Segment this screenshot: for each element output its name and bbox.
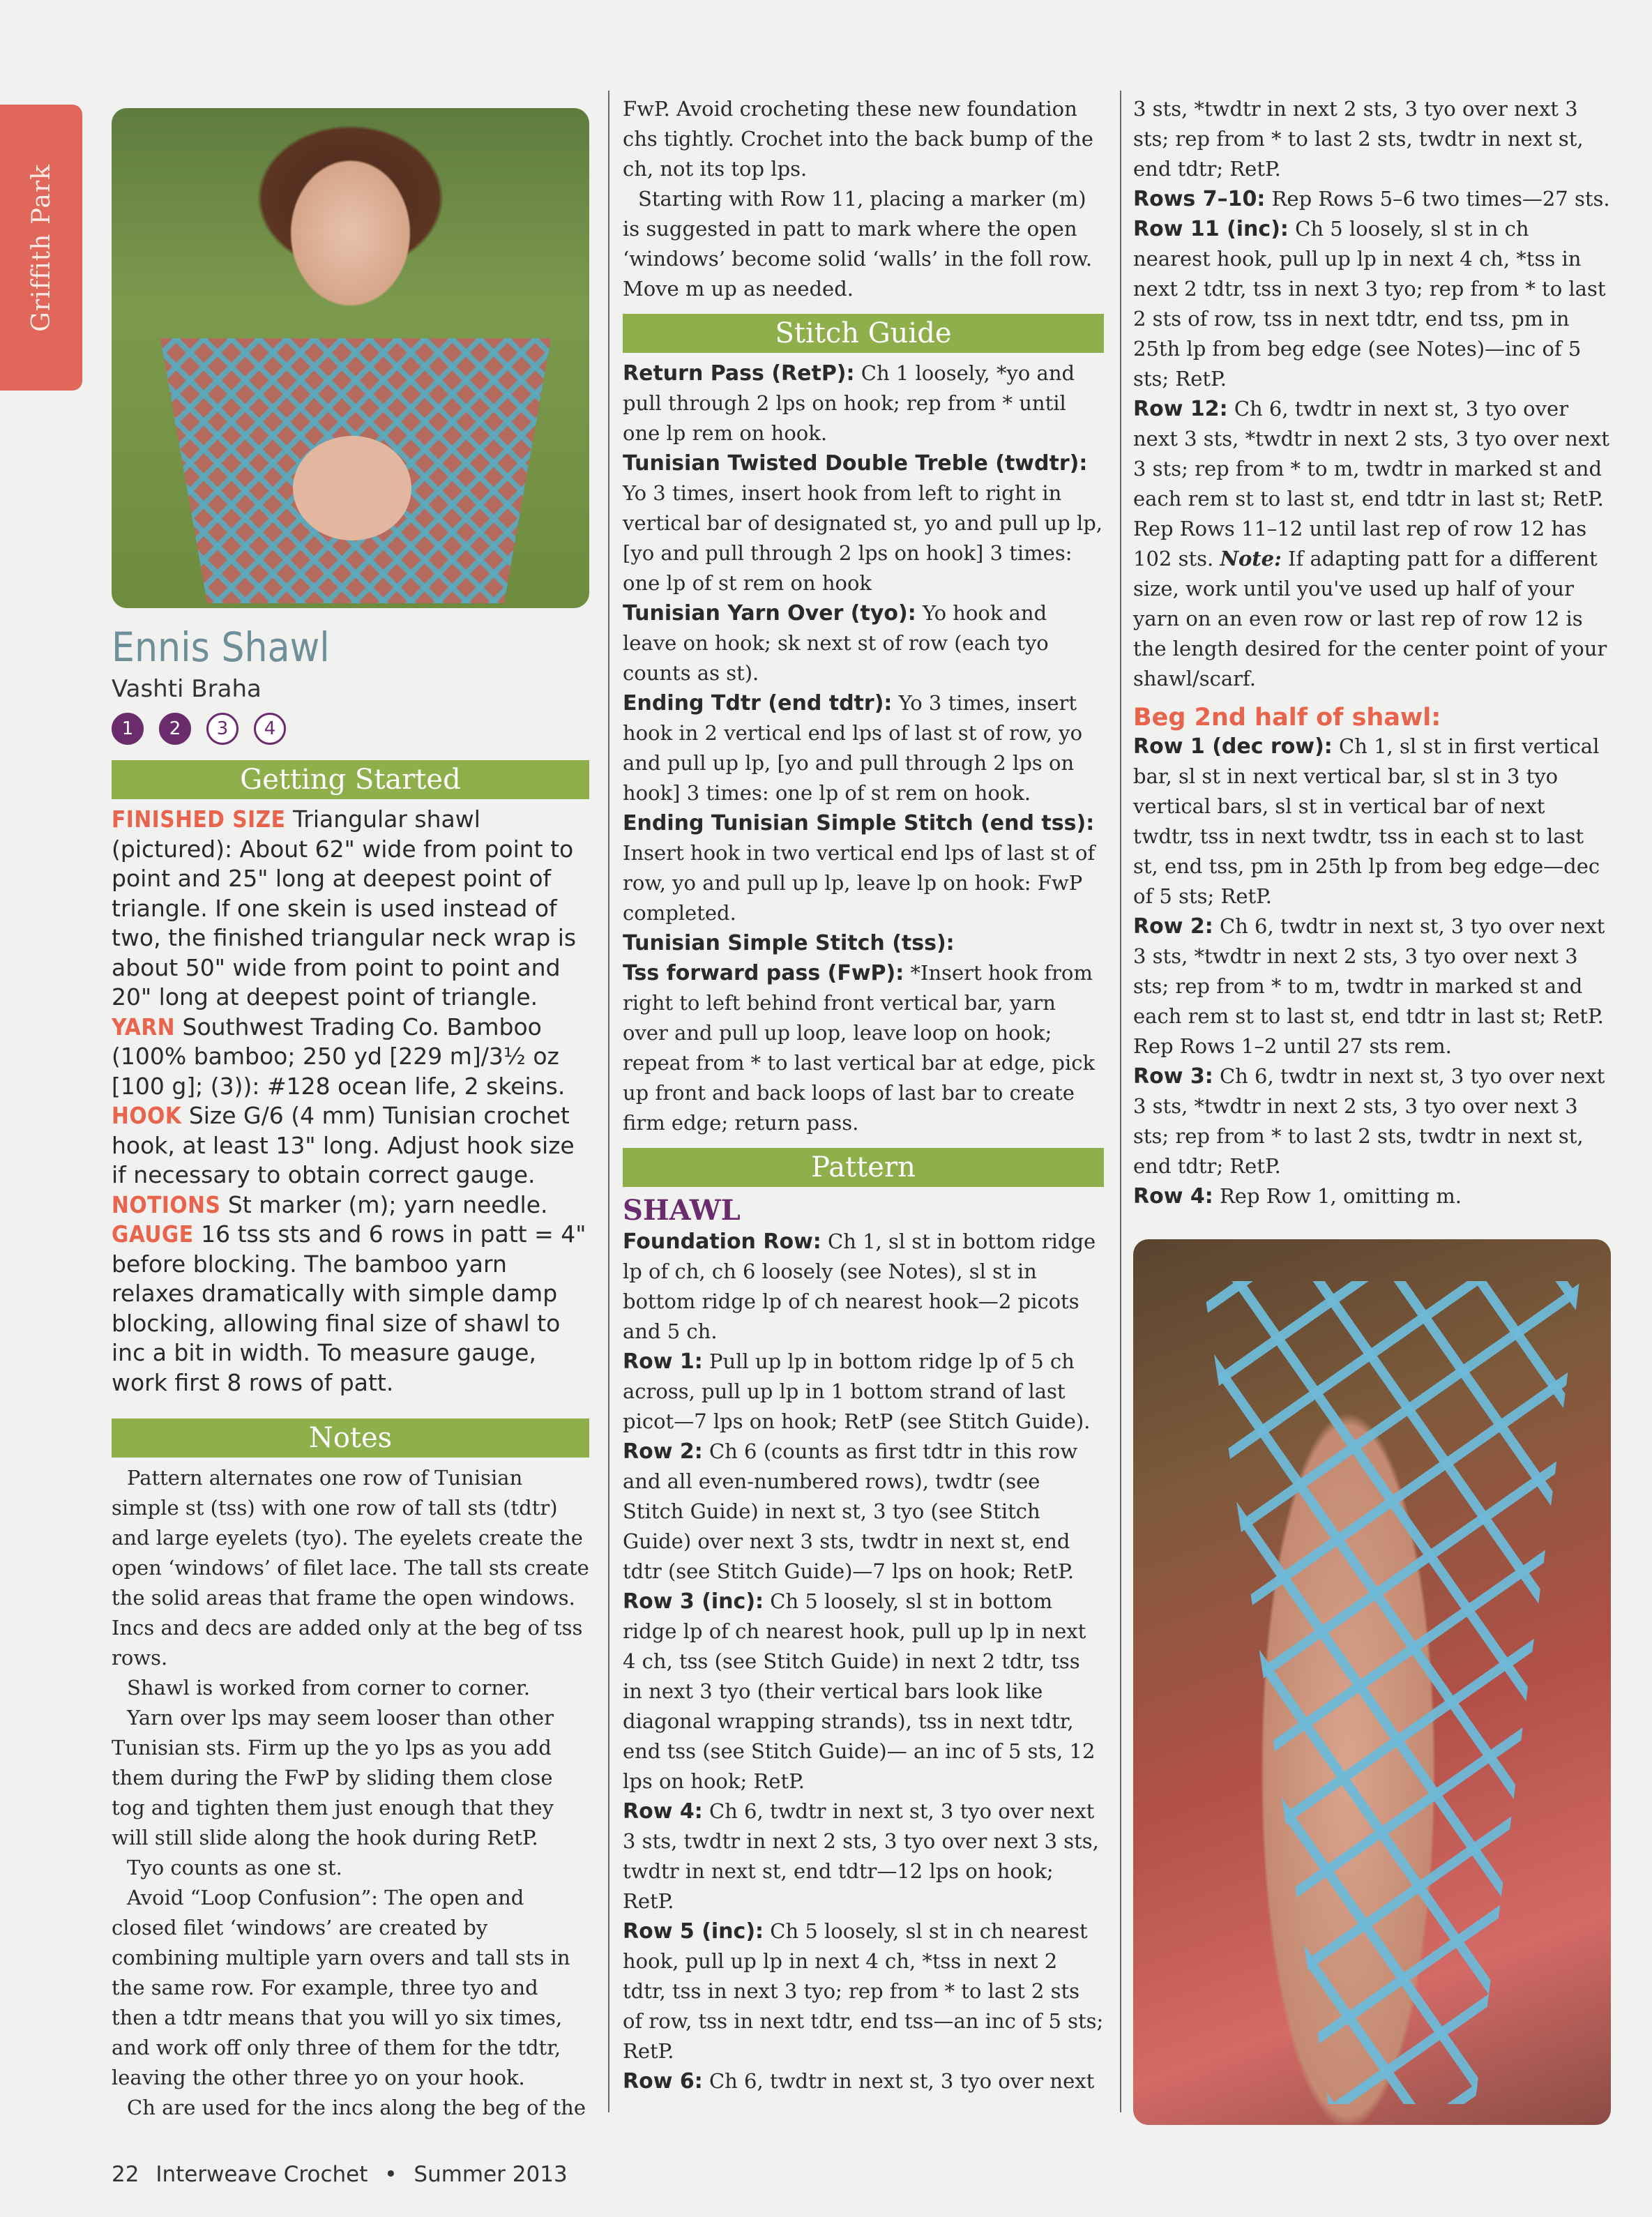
pattern-row (1133, 911, 1611, 1061)
pattern-row (1133, 184, 1611, 214)
row-text: Ch 6, twdtr in next st, 3 tyo over next 3 sts, *twdtr in next 2 sts, 3 tyo over next 3 sts; rep from * to m, twdtr in marked st and each rem st to last st, end tdtr in last st; RetP. Rep Rows 11–12 until last rep of row 12 has 102 sts. (1133, 397, 1609, 570)
section-tab-label: Griffith Park (26, 163, 56, 332)
note-paragraph: Yarn over lps may seem looser than other Tunisian sts. Firm up the yo lps as you add them during the FwP by sliding them close tog and tighten them just enough that they will still slide along the hook during RetP. (112, 1706, 554, 1849)
issue-name: Summer 2013 (414, 2162, 568, 2187)
notions-text: St marker (m); yarn needle. (220, 1190, 548, 1218)
pattern-row (1133, 94, 1611, 184)
hook-label: HOOK (112, 1102, 182, 1129)
shawl-detail-photo (1133, 1239, 1611, 2125)
model-photo (112, 108, 589, 608)
stitch-entry (623, 598, 1104, 688)
row-label: Row 2: (623, 1439, 703, 1464)
row-label: Row 1: (623, 1349, 703, 1374)
hands-image (293, 436, 411, 540)
finished-size-text: Triangular shawl (pictured): About 62" wide from point to point and 25" long at deepest point of triangle. If one skein is used instead of two, the finished triangular neck wrap is about 50" wide from point to point and 20" long at deepest point of triangle. (112, 805, 577, 1011)
pattern-row (1133, 214, 1611, 394)
finished-size-label: FINISHED SIZE (112, 805, 286, 833)
row-label: Row 4: (1133, 1184, 1213, 1209)
stitch-desc: *Insert hook from right to left behind front vertical bar, yarn over and pull up loop, leave loop on hook; repeat from * to last vertical bar at edge, pick up front and back loops of last bar to create firm edge; return pass. (623, 961, 1096, 1135)
getting-started-heading: Getting Started (112, 760, 589, 799)
skill-level-2-icon: 2 (159, 713, 191, 745)
designer-name: Vashti Braha (112, 675, 262, 703)
row-text: Ch 6, twdtr in next st, 3 tyo over next 3 sts, *twdtr in next 2 sts, 3 tyo over next 3 sts; rep from * to m, twdtr in marked st and each rem st to last st, end tdtr in last st; RetP. Rep Rows 1–2 until 27 sts rem. (1133, 914, 1605, 1058)
note-label: Note: (1220, 547, 1282, 570)
row-label: Row 5 (inc): (623, 1919, 764, 1944)
note-paragraph: Tyo counts as one st. (127, 1856, 342, 1879)
row-label: Row 1 (dec row): (1133, 734, 1333, 759)
row-text: Rep Row 1, omitting m. (1213, 1184, 1462, 1208)
pattern-row (623, 1916, 1104, 2066)
row-text: Ch 6 (counts as first tdtr in this row and all even-numbered rows), twdtr (see Stitch Guide) in next st, 3 tyo (see Stitch Guide) over next 3 sts, twdtr in next st, end tdtr (see Stitch Guide)—7 lps on hook; RetP. (623, 1439, 1078, 1583)
row-label: Foundation Row: (623, 1229, 821, 1254)
stitch-term: Tunisian Twisted Double Treble (twdtr): (623, 451, 1088, 476)
note-paragraph: Shawl is worked from corner to corner. (127, 1676, 531, 1700)
stitch-guide-heading: Stitch Guide (623, 314, 1104, 353)
pattern-row (623, 2066, 1104, 2096)
yarn-label: YARN (112, 1013, 176, 1041)
stitch-desc: Ch 1 loosely, *yo and pull through 2 lps on hook; rep from * until one lp rem on hook. (623, 361, 1075, 445)
skill-level-3-icon: 3 (206, 713, 238, 745)
note-paragraph: Ch are used for the incs along the beg of the (127, 2096, 586, 2119)
row-label: Row 2: (1133, 914, 1213, 939)
skill-levels (112, 713, 589, 745)
row-text: Rep Rows 5–6 two times—27 sts. (1265, 187, 1610, 211)
row-label: Row 11 (inc): (1133, 217, 1289, 241)
stitch-entry (623, 688, 1104, 808)
row-label: Row 6: (623, 2069, 703, 2094)
notes-heading: Notes (112, 1418, 589, 1458)
pattern-row (623, 1587, 1104, 1796)
stitch-term: Tunisian Yarn Over (tyo): (623, 601, 916, 626)
notions-label: NOTIONS (112, 1190, 221, 1218)
footer-bullet: • (384, 2162, 397, 2187)
row-label: Row 3 (inc): (623, 1589, 764, 1614)
row-text: 3 sts, *twdtr in next 2 sts, 3 tyo over next 3 sts; rep from * to last 2 sts, twdtr in next st, end tdtr; RetP. (1133, 97, 1584, 181)
stitch-entry (623, 928, 1104, 958)
pattern-row (623, 1796, 1104, 1916)
pattern-row (1133, 732, 1611, 911)
intro-paragraph: FwP. Avoid crocheting these new foundation chs tightly. Crochet into the back bump of the ch, not its top lps. (623, 97, 1093, 181)
stitch-entry (623, 808, 1104, 928)
stitch-term: Ending Tdtr (end tdtr): (623, 691, 893, 716)
page-number: 22 (112, 2162, 139, 2187)
stitch-term: Tss forward pass (FwP): (623, 961, 904, 985)
pattern-title: Ennis Shawl (112, 623, 330, 671)
gauge-label: GAUGE (112, 1220, 194, 1248)
pattern-heading: Pattern (623, 1148, 1104, 1187)
column-1 (112, 108, 589, 2123)
row-text: Ch 5 loosely, sl st in ch nearest hook, pull up lp in next 4 ch, *tss in next 2 tdtr, tss in next 3 tyo; rep from * to last 2 sts of row, tss in next tdtr, end tss—an inc of 5 sts; RetP. (623, 1919, 1104, 2063)
stitch-entry (623, 358, 1104, 448)
shawl-subheading: SHAWL (623, 1194, 741, 1227)
row-text: Pull up lp in bottom ridge lp of 5 ch across, pull up lp in 1 bottom strand of last picot—7 lps on hook; RetP (see Stitch Guide). (623, 1349, 1091, 1433)
column-3 (1133, 94, 1611, 2125)
column-divider (608, 91, 609, 2112)
stitch-entry (623, 958, 1104, 1138)
row-text: Ch 6, twdtr in next st, 3 tyo over next (702, 2069, 1095, 2093)
second-half-rows (1133, 732, 1611, 1211)
stitch-term: Return Pass (RetP): (623, 361, 855, 386)
stitch-guide-list (623, 358, 1104, 1138)
stitch-entry (623, 448, 1104, 598)
yarn-text: Southwest Trading Co. Bamboo (100% bamboo; 250 yd [229 m]/3½ oz [100 g]; (3)): #128 ocean life, 2 skeins. (112, 1013, 566, 1100)
stitch-term: Tunisian Simple Stitch (tss): (623, 931, 955, 955)
stitch-term: Ending Tunisian Simple Stitch (end tss): (623, 811, 1095, 835)
skill-level-4-icon: 4 (254, 713, 286, 745)
pattern-rows-continued (1133, 94, 1611, 694)
pattern-row (623, 1227, 1104, 1347)
row-text: Ch 6, twdtr in next st, 3 tyo over next 3 sts, *twdtr in next 2 sts, 3 tyo over next 3 sts; rep from * to last 2 sts, twdtr in next st, end tdtr; RetP. (1133, 1064, 1605, 1178)
stitch-desc: Yo 3 times, insert hook in 2 vertical end lps of last st of row, yo and pull up lp, [yo and pull through 2 lps on hook] 3 times: one lp of st rem on hook. (623, 691, 1083, 805)
pattern-row (623, 1437, 1104, 1587)
row-label: Row 4: (623, 1799, 703, 1824)
stitch-desc: Insert hook in two vertical end lps of last st of row, yo and pull up lp, leave lp on hook: FwP completed. (623, 841, 1096, 925)
pattern-row (1133, 1181, 1611, 1211)
row-text: Ch 1, sl st in bottom ridge lp of ch, ch 6 loosely (see Notes), sl st in bottom ridge lp of ch nearest hook—2 picots and 5 ch. (623, 1229, 1096, 1343)
column-2 (623, 94, 1104, 2096)
page-footer (112, 2162, 577, 2187)
second-half-heading: Beg 2nd half of shawl: (1133, 704, 1441, 732)
getting-started-body (112, 805, 589, 1398)
magazine-name: Interweave Crochet (156, 2162, 368, 2187)
skill-level-1-icon: 1 (112, 713, 144, 745)
note-text: If adapting patt for a different size, work until you've used up half of your yarn on an even row or last rep of row 12 is the length desired for the center point of your shawl/scarf. (1133, 547, 1607, 690)
column-divider (1120, 91, 1121, 2112)
pattern-rows (623, 1227, 1104, 2096)
intro-paragraph: Starting with Row 11, placing a marker (m) is suggested in patt to mark where the open ‘windows’ become solid ‘walls’ in the foll row. Move m up as needed. (623, 187, 1093, 301)
section-tab (0, 105, 82, 391)
row-text: Ch 5 loosely, sl st in ch nearest hook, pull up lp in next 4 ch, *tss in next 2 tdtr, tss in next 3 tyo; rep from * to last 2 sts of row, tss in next tdtr, end tss, pm in 25th lp from beg edge (see Notes)—inc of 5 sts; RetP. (1133, 217, 1606, 391)
pattern-row (1133, 1061, 1611, 1181)
note-paragraph: Pattern alternates one row of Tunisian simple st (tss) with one row of tall sts (tdtr) and large eyelets (tyo). The eyelets create the open ‘windows’ of filet lace. The tall sts create the solid areas that frame the open windows. Incs and decs are added only at the beg of tss rows. (112, 1466, 589, 1670)
filet-lace-image (1161, 1281, 1579, 2104)
row-text: Ch 1, sl st in first vertical bar, sl st in next vertical bar, sl st in 3 tyo vertical bars, sl st in vertical bar of next twdtr, tss in next twdtr, tss in each st to last st, end tss, pm in 25th lp from beg edge—dec of 5 sts; RetP. (1133, 734, 1600, 908)
gauge-text: 16 tss sts and 6 rows in patt = 4" before blocking. The bamboo yarn relaxes dramatically with simple damp blocking, allowing final size of shawl to inc a bit in width. To measure gauge, work first 8 rows of patt. (112, 1220, 586, 1396)
pattern-row (623, 1347, 1104, 1437)
row-label: Row 3: (1133, 1064, 1213, 1089)
stitch-desc: Yo hook and leave on hook; sk next st of row (each tyo counts as st). (623, 601, 1049, 685)
row-label: Rows 7–10: (1133, 187, 1266, 211)
row-text: Ch 5 loosely, sl st in bottom ridge lp of ch nearest hook, pull up lp in next 4 ch, tss (see Stitch Guide) in next 2 tdtr, tss in next 3 tyo (their vertical bars look like diagonal wrapping strands), tss in next tdtr, end tss (see Stitch Guide)— an inc of 5 sts, 12 lps on hook; RetP. (623, 1589, 1096, 1793)
row-label: Row 12: (1133, 397, 1228, 421)
notes-body (112, 1463, 589, 2123)
note-paragraph: Avoid “Loop Confusion”: The open and closed filet ‘windows’ are created by combining multiple yarn overs and tall sts in the same row. For example, three tyo and then a tdtr means that you will yo six times, and work off only three of them for the tdtr, leaving the other three yo on your hook. (112, 1886, 570, 2089)
row-text: Ch 6, twdtr in next st, 3 tyo over next 3 sts, twdtr in next 2 sts, 3 tyo over next 3 sts, twdtr in next st, end tdtr—12 lps on hook; RetP. (623, 1799, 1099, 1913)
pattern-row (1133, 394, 1611, 694)
stitch-desc: Yo 3 times, insert hook from left to right in vertical bar of designated st, yo and pull up lp, [yo and pull through 2 lps on hook] 3 times: one lp of st rem on hook (623, 481, 1103, 595)
hook-text: Size G/6 (4 mm) Tunisian crochet hook, at least 13" long. Adjust hook size if necessary to obtain correct gauge. (112, 1102, 575, 1188)
